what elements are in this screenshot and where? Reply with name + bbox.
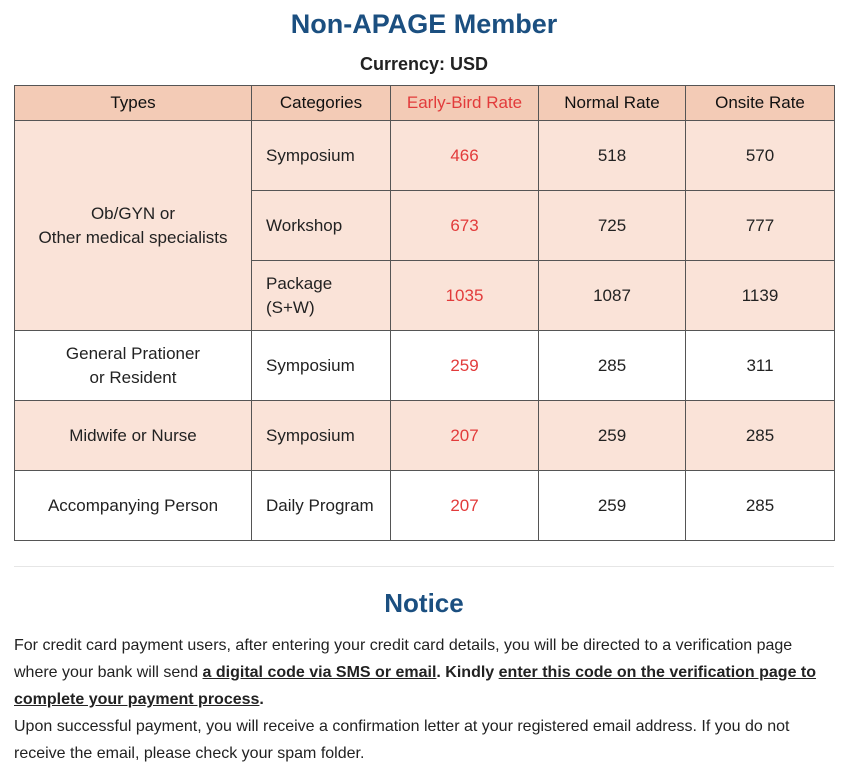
early-bird-rate-cell: 259 [391, 331, 539, 401]
category-cell [252, 401, 391, 471]
onsite-rate-cell: 311 [686, 331, 835, 401]
table-row [15, 471, 835, 541]
header-normal-rate: Normal Rate [539, 86, 686, 121]
registration-fee-table [14, 85, 835, 541]
early-bird-rate-cell: 466 [391, 121, 539, 191]
category-cell [252, 471, 391, 541]
category-line: Package [266, 273, 333, 293]
table-header-row [15, 86, 835, 121]
notice-emphasis-digital-code: a digital code via SMS or email [202, 664, 437, 681]
notice-paragraph-confirmation: Upon successful payment, you will receive a confirmation letter at your registered email address. If you do not receive the email, please check your spam folder. [14, 718, 790, 762]
type-line: or Resident [89, 367, 177, 387]
table-row [15, 121, 835, 191]
header-early-bird-rate: Early-Bird Rate [391, 86, 539, 121]
header-types: Types [15, 86, 252, 121]
type-line: Accompanying Person [47, 495, 219, 515]
onsite-rate-cell: 285 [686, 471, 835, 541]
notice-body [14, 632, 840, 767]
category-line: Workshop [266, 215, 343, 235]
notice-text: For credit card payment users, after entering your credit card details, you will be directed to a verification page where your bank will send [14, 637, 793, 681]
normal-rate-cell: 259 [539, 401, 686, 471]
notice-text-bold: . Kindly [436, 664, 499, 681]
section-divider [14, 566, 834, 567]
type-line: Midwife or Nurse [69, 425, 197, 445]
header-onsite-rate: Onsite Rate [686, 86, 835, 121]
onsite-rate-cell: 285 [686, 401, 835, 471]
currency-label: Currency: USD [359, 54, 489, 74]
category-cell [252, 191, 391, 261]
type-cell [15, 471, 252, 541]
normal-rate-cell: 725 [539, 191, 686, 261]
normal-rate-cell: 518 [539, 121, 686, 191]
normal-rate-cell: 259 [539, 471, 686, 541]
category-line: Daily Program [266, 495, 374, 515]
type-cell [15, 331, 252, 401]
early-bird-rate-cell: 207 [391, 401, 539, 471]
category-line: (S+W) [266, 297, 315, 317]
category-line: Symposium [266, 425, 355, 445]
header-categories: Categories [252, 86, 391, 121]
onsite-rate-cell: 570 [686, 121, 835, 191]
type-line: Ob/GYN or [90, 203, 176, 223]
category-cell [252, 331, 391, 401]
category-cell [252, 121, 391, 191]
type-cell [15, 121, 252, 331]
category-line: Symposium [266, 355, 355, 375]
notice-emphasis-enter-code: enter this code on the verification page to complete your payment process [14, 664, 817, 708]
type-cell [15, 401, 252, 471]
early-bird-rate-cell: 1035 [391, 261, 539, 331]
table-row [15, 401, 835, 471]
type-line: Other medical specialists [38, 227, 228, 247]
category-line: Symposium [266, 145, 355, 165]
early-bird-rate-cell: 207 [391, 471, 539, 541]
page-title: Non-APAGE Member [290, 9, 558, 39]
table-row [15, 331, 835, 401]
normal-rate-cell: 285 [539, 331, 686, 401]
early-bird-rate-cell: 673 [391, 191, 539, 261]
onsite-rate-cell: 1139 [686, 261, 835, 331]
type-line: General Prationer [65, 343, 201, 363]
notice-heading: Notice [384, 588, 464, 618]
notice-text-bold: . [259, 691, 264, 708]
notice-paragraph-payment [14, 632, 840, 713]
normal-rate-cell: 1087 [539, 261, 686, 331]
category-cell [252, 261, 391, 331]
onsite-rate-cell: 777 [686, 191, 835, 261]
